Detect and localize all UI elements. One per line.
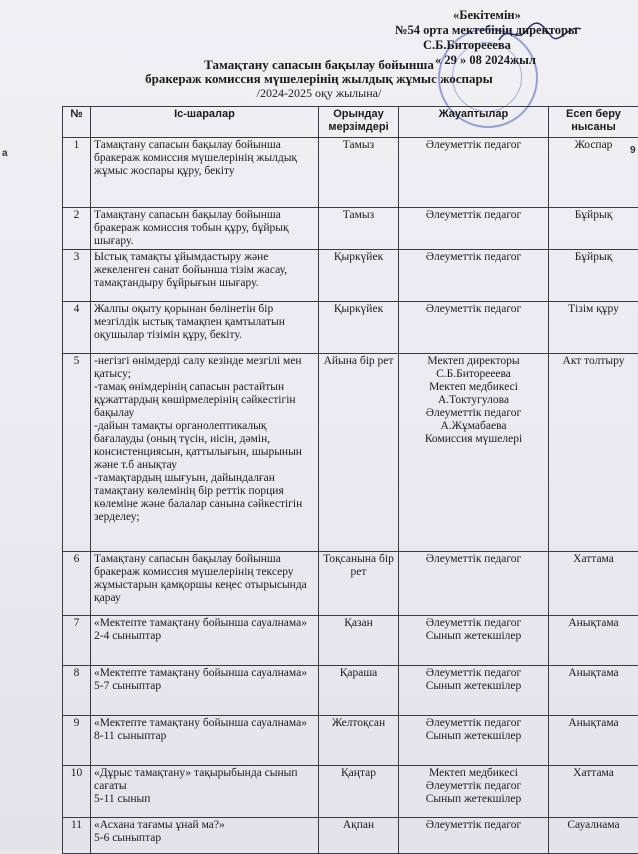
title-line-3: /2024-2025 оқу жылына/ [0,86,638,100]
cell-activity: «Мектепте тамақтану бойынша сауалнама» 8-11 сыныптар [91,716,319,766]
cell-activity: Ыстық тамақты ұйымдастыру және жекеленген санат бойынша тізім жасау, тамақтандыру бұйрығын шығару. [91,250,319,302]
cell-activity: Тамақтану сапасын бақылау бойынша бракераж комиссия тобын құру, бұйрық шығару. [91,208,319,250]
cell-term: Қыркүйек [319,250,399,302]
cell-term: Қазан [319,616,399,666]
header-num: № [63,107,91,138]
table-row [63,666,638,716]
cell-responsible: Әлеуметтік педагог [399,302,549,354]
cell-responsible: Әлеуметтік педагог [399,208,549,250]
cell-responsible: Әлеуметтік педагог Сынып жетекшілер [399,666,549,716]
cell-responsible: Әлеуметтік педагог Сынып жетекшілер [399,716,549,766]
table-body [63,138,638,854]
cell-activity: Тамақтану сапасын бақылау бойынша бракераж комиссия мүшелерінің жылдық жұмыс жоспары құру, бекіту [91,138,319,208]
table-row [63,818,638,854]
cell-activity: -негізгі өнімдерді салу кезінде мезгілі мен қатысу; -тамақ өнімдерінің сапасын растайтын құжаттардың көшірмелерінің сәйкестігін бақылау -дайын тамақты органолептикалық бағалауды (оның түсін, иісін, дәмін, консистенциясын, қаттылығын, шырынын және т.б анықтау -тамақтардың шығуын, дайындалған тамақтану көлемінің бір реттік порция көлеміне және балалар санына сәйкестігін зерделеу; [91,354,319,552]
approval-director-name: С.Б.Биторееева [423,38,635,53]
cell-responsible: Мектеп медбикесі Әлеуметтік педагог Сынып жетекшілер [399,766,549,818]
cell-form: Анықтама [549,616,638,666]
cell-num: 11 [63,818,91,854]
cell-responsible: Әлеуметтік педагог Сынып жетекшілер [399,616,549,666]
table-row [63,716,638,766]
cell-form: Акт толтыру [549,354,638,552]
table-row [63,354,638,552]
cell-responsible: Әлеуметтік педагог [399,552,549,616]
cell-num: 9 [63,716,91,766]
header-activity: Іс-шаралар [91,107,319,138]
cell-responsible: Әлеуметтік педагог [399,818,549,854]
cell-num: 7 [63,616,91,666]
approval-date: « 29 » 08 2024жыл [435,53,635,68]
table-row [63,552,638,616]
cell-form: Анықтама [549,716,638,766]
header-term: Орындау мерзімдері [319,107,399,138]
table-row [63,302,638,354]
cell-activity: «Мектепте тамақтану бойынша сауалнама» 2-4 сыныптар [91,616,319,666]
cell-term: Қараша [319,666,399,716]
approval-heading: «Бекітемін» [453,8,635,23]
cell-term: Ақпан [319,818,399,854]
cell-num: 4 [63,302,91,354]
title-line-2: бракераж комиссия мүшелерінің жылдық жұмыс жоспары [0,72,638,86]
right-margin-mark: 9 [630,145,636,156]
left-margin-mark: а [2,148,8,159]
cell-num: 1 [63,138,91,208]
cell-form: Жоспар [549,138,638,208]
cell-form: Бұйрық [549,208,638,250]
plan-table [62,106,638,854]
cell-num: 3 [63,250,91,302]
cell-activity: «Мектепте тамақтану бойынша сауалнама» 5-7 сыныптар [91,666,319,716]
cell-term: Тоқсанына бір рет [319,552,399,616]
cell-form: Анықтама [549,666,638,716]
cell-term: Қаңтар [319,766,399,818]
title-line-1: Тамақтану сапасын бақылау бойынша [0,58,638,72]
cell-responsible: Мектеп директоры С.Б.Биторееева Мектеп медбикесі А.Токтугулова Әлеуметтік педагог А.Жұмабаева Комиссия мүшелері [399,354,549,552]
cell-num: 5 [63,354,91,552]
table-row [63,250,638,302]
table-row [63,616,638,666]
table-row [63,208,638,250]
cell-num: 8 [63,666,91,716]
cell-activity: Тамақтану сапасын бақылау бойынша бракераж комиссия мүшелерінің тексеру жұмыстарын қамқоршы кеңес отырысында қарау [91,552,319,616]
table-header-row [63,107,638,138]
cell-term: Тамыз [319,208,399,250]
cell-term: Тамыз [319,138,399,208]
approval-position: №54 орта мектебінің директоры [395,23,635,38]
cell-activity: Жалпы оқыту қорынан бөлінетін бір мезгілдік ыстық тамақпен қамтылатын оқушылар тізімін құру, бекіту. [91,302,319,354]
cell-term: Айына бір рет [319,354,399,552]
cell-form: Хаттама [549,766,638,818]
cell-responsible: Әлеуметтік педагог [399,138,549,208]
cell-term: Қыркүйек [319,302,399,354]
cell-form: Хаттама [549,552,638,616]
table-row [63,138,638,208]
table-row [63,766,638,818]
cell-form: Бұйрық [549,250,638,302]
cell-num: 2 [63,208,91,250]
cell-responsible: Әлеуметтік педагог [399,250,549,302]
cell-form: Тізім құру [549,302,638,354]
cell-activity: «Асхана тағамы ұнай ма?» 5-6 сыныптар [91,818,319,854]
cell-num: 6 [63,552,91,616]
header-form: Есеп беру нысаны [549,107,638,138]
document-title [0,58,638,100]
cell-num: 10 [63,766,91,818]
cell-activity: «Дұрыс тамақтану» тақырыбында сынып сағаты 5-11 сынып [91,766,319,818]
cell-term: Желтоқсан [319,716,399,766]
cell-form: Сауалнама [549,818,638,854]
header-responsible: Жауаптылар [399,107,549,138]
